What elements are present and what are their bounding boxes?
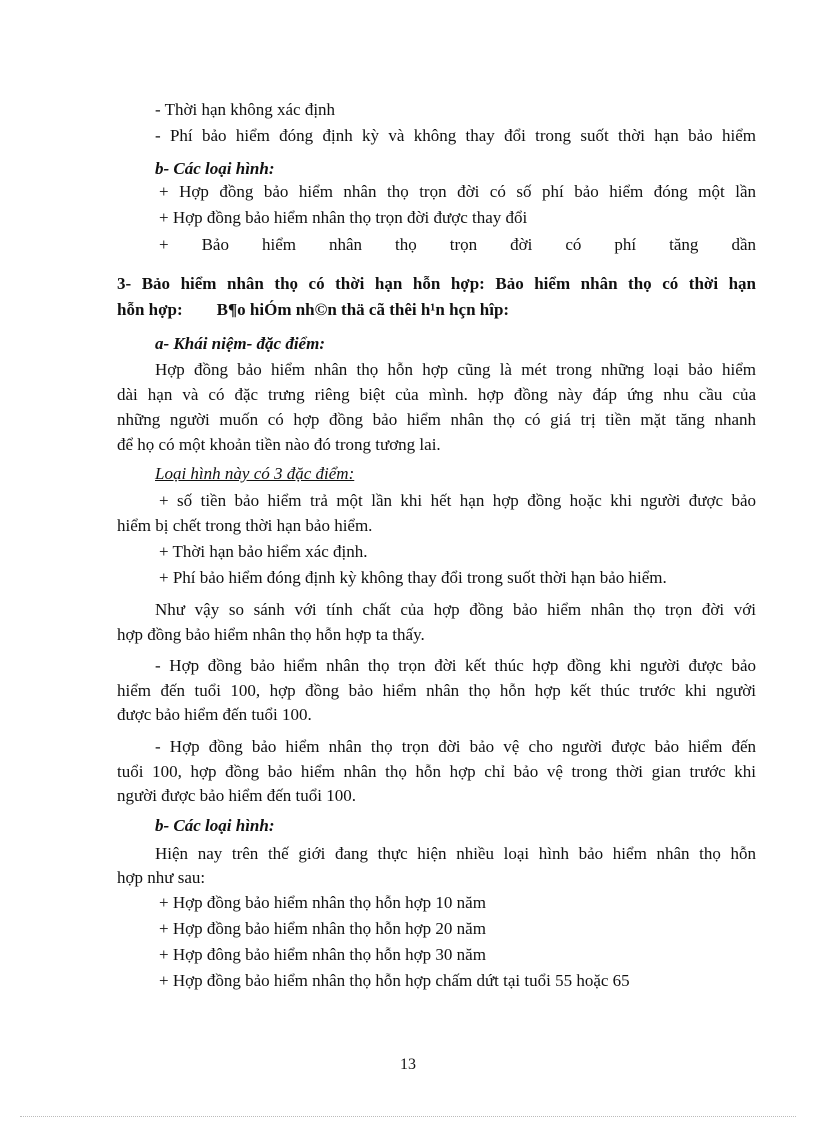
text-line-32: + Hợp đông bảo hiểm nhân thọ hỗn hợp 30 năm — [159, 945, 486, 964]
subheading-b-loai-hinh-2: b- Các loại hình: — [155, 816, 275, 835]
text-line-22: hiểm đến tuổi 100, hợp đồng bảo hiểm nhân thọ hỗn hợp kết thúc trước khi người — [117, 681, 756, 700]
section-heading-3: 3- Bảo hiểm nhân thọ có thời hạn hỗn hợp: Bảo hiểm nhân thọ có thời hạn — [117, 274, 756, 293]
text-line-1: - Thời hạn không xác định — [155, 100, 336, 119]
text-line-29: hợp như sau: — [117, 868, 206, 887]
section-heading-3-cont: hỗn hợp: B¶o hiÓm nh©n thä cã thêi h¹n hçn hîp: — [117, 300, 510, 319]
text-line-5: + Hợp đồng bảo hiểm nhân thọ trọn đời được thay đổi — [159, 208, 528, 227]
text-line-19: Như vậy so sánh với tính chất của hợp đồng bảo hiểm nhân thọ trọn đời với — [155, 600, 756, 619]
text-line-30: + Hợp đồng bảo hiểm nhân thọ hỗn hợp 10 năm — [159, 893, 486, 912]
text-line-16: hiểm bị chết trong thời hạn bảo hiểm. — [117, 516, 373, 535]
page-number: 13 — [400, 1056, 416, 1073]
text-line-28: Hiện nay trên thế giới đang thực hiện nhiều loại hình bảo hiểm nhân thọ hỗn — [155, 844, 756, 863]
text-line-2: - Phí bảo hiểm đóng định kỳ và không thay đổi trong suốt thời hạn bảo hiểm — [155, 126, 756, 145]
text-line-31: + Hợp đồng bảo hiểm nhân thọ hỗn hợp 20 năm — [159, 919, 486, 938]
text-line-17: + Thời hạn bảo hiểm xác định. — [159, 542, 368, 561]
subheading-b-loai-hinh-1: b- Các loại hình: — [155, 159, 275, 178]
text-line-11: dài hạn và có đặc trưng riêng biệt của mình. hợp đồng này đáp ứng nhu cầu của — [117, 385, 756, 404]
text-line-25: tuổi 100, hợp đồng bảo hiểm nhân thọ hỗn hợp chỉ bảo vệ trong thời gian trước khi — [117, 762, 756, 781]
text-line-12: những người muốn có hợp đồng bảo hiểm nhân thọ có giá trị tiền mặt tăng nhanh — [117, 410, 756, 429]
page-bottom-divider — [20, 1116, 796, 1117]
text-line-4: + Hợp đồng bảo hiểm nhân thọ trọn đời có số phí bảo hiểm đóng một lần — [159, 182, 756, 201]
text-line-26: người được bảo hiểm đến tuổi 100. — [117, 786, 356, 805]
text-line-13: để họ có một khoản tiền nào đó trong tương lai. — [117, 435, 441, 454]
text-line-15: + số tiền bảo hiểm trả một lần khi hết hạn hợp đồng hoặc khi người được bảo — [159, 491, 756, 510]
text-line-23: được bảo hiểm đến tuổi 100. — [117, 705, 312, 724]
text-line-21: - Hợp đồng bảo hiểm nhân thọ trọn đời kết thúc hợp đồng khi người được bảo — [155, 656, 756, 675]
subheading-a-khai-niem: a- Khái niệm- đặc điểm: — [155, 334, 325, 353]
features-heading: Loại hình này có 3 đặc điểm: — [155, 464, 355, 483]
text-line-33: + Hợp đồng bảo hiểm nhân thọ hỗn hợp chấm dứt tại tuổi 55 hoặc 65 — [159, 971, 630, 990]
text-line-20: hợp đồng bảo hiểm nhân thọ hỗn hợp ta thấy. — [117, 625, 425, 644]
text-line-6: + Bảo hiểm nhân thọ trọn đời có phí tăng dần — [159, 235, 756, 254]
text-line-18: + Phí bảo hiểm đóng định kỳ không thay đổi trong suốt thời hạn bảo hiểm. — [159, 568, 667, 587]
text-line-10: Hợp đồng bảo hiểm nhân thọ hỗn hợp cũng là mét trong những loại bảo hiểm — [155, 360, 756, 379]
text-line-24: - Hợp đồng bảo hiểm nhân thọ trọn đời bảo vệ cho người được bảo hiểm đến — [155, 737, 756, 756]
